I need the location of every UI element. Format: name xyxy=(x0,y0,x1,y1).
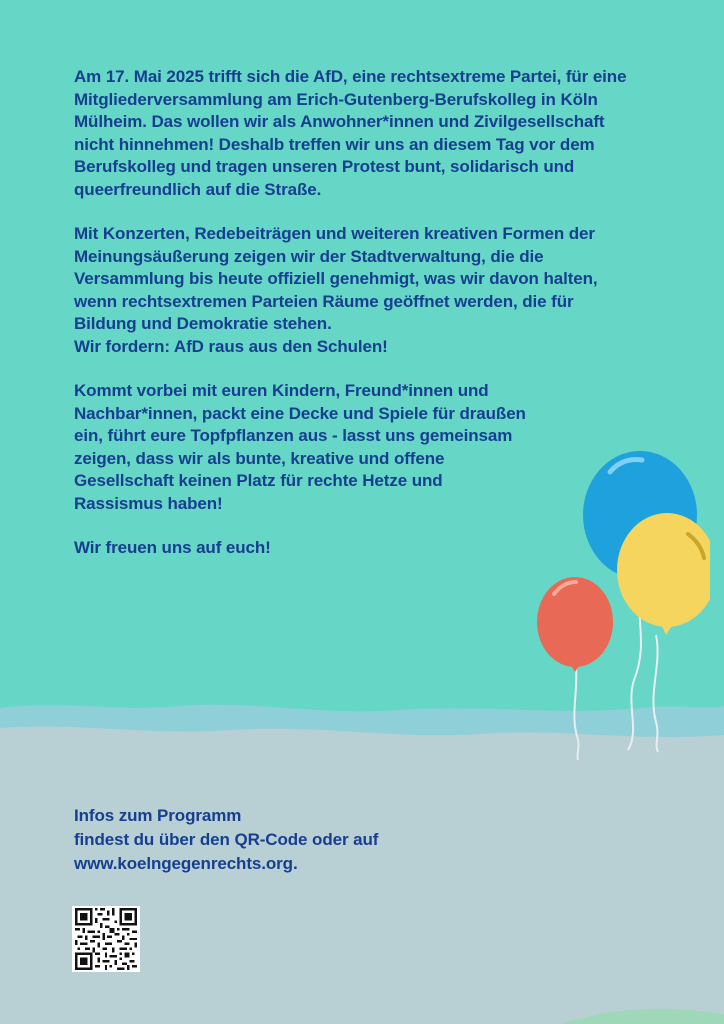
qr-code-icon xyxy=(74,908,138,970)
text-line: ein, führt eure Topfpflanzen aus - lasst uns gemeinsam xyxy=(74,426,513,445)
info-heading: Infos zum Programm xyxy=(74,806,242,825)
balloon-string-red xyxy=(574,668,578,760)
text-line: Nachbar*innen, packt eine Decke und Spiele für draußen xyxy=(74,403,526,423)
text-line: Wir freuen uns auf euch! xyxy=(74,538,271,557)
text-line: Mit Konzerten, Redebeiträgen und weiteren kreativen Formen der xyxy=(74,224,595,243)
qr-code[interactable] xyxy=(72,906,140,972)
text-line: zeigen, dass wir als bunte, kreative und offene xyxy=(74,448,445,468)
text-line: Bildung und Demokratie stehen. xyxy=(74,314,332,333)
text-line: Mülheim. Das wollen wir als Anwohner*innen und Zivilgesellschaft xyxy=(74,112,605,131)
text-line: queerfreundlich auf die Straße. xyxy=(74,179,322,199)
text-line: Versammlung bis heute offiziell genehmigt, was wir davon halten, xyxy=(74,269,598,288)
text-line: Gesellschaft keinen Platz für rechte Hetze und xyxy=(74,471,443,490)
website-link[interactable]: www.koelngegenrechts.org. xyxy=(74,854,298,873)
paragraph-intro xyxy=(74,66,674,201)
paragraph-program xyxy=(74,223,674,358)
flyer-text xyxy=(74,66,674,582)
program-info xyxy=(74,804,378,876)
text-line: Mitgliederversammlung am Erich-Gutenberg-Berufskolleg in Köln xyxy=(74,89,598,109)
balloon-red xyxy=(537,577,613,667)
text-line: Berufskolleg und tragen unseren Protest bunt, solidarisch und xyxy=(74,157,575,176)
paragraph-invitation xyxy=(74,380,674,515)
text-line: Wir fordern: AfD raus aus den Schulen! xyxy=(74,336,388,356)
text-line: nicht hinnehmen! Deshalb treffen wir uns an diesem Tag vor dem xyxy=(74,134,595,154)
balloon-string-yellow xyxy=(653,635,658,752)
info-text: findest du über den QR-Code oder auf xyxy=(74,830,379,849)
text-line: Kommt vorbei mit euren Kindern, Freund*innen und xyxy=(74,381,489,400)
text-line: Am 17. Mai 2025 trifft sich die AfD, eine rechtsextreme Partei, für eine xyxy=(74,67,627,86)
text-line: wenn rechtsextremen Parteien Räume geöffnet werden, die für xyxy=(74,291,574,311)
paragraph-closing xyxy=(74,537,674,560)
text-line: Meinungsäußerung zeigen wir der Stadtverwaltung, die die xyxy=(74,246,544,266)
text-line: Rassismus haben! xyxy=(74,493,223,513)
